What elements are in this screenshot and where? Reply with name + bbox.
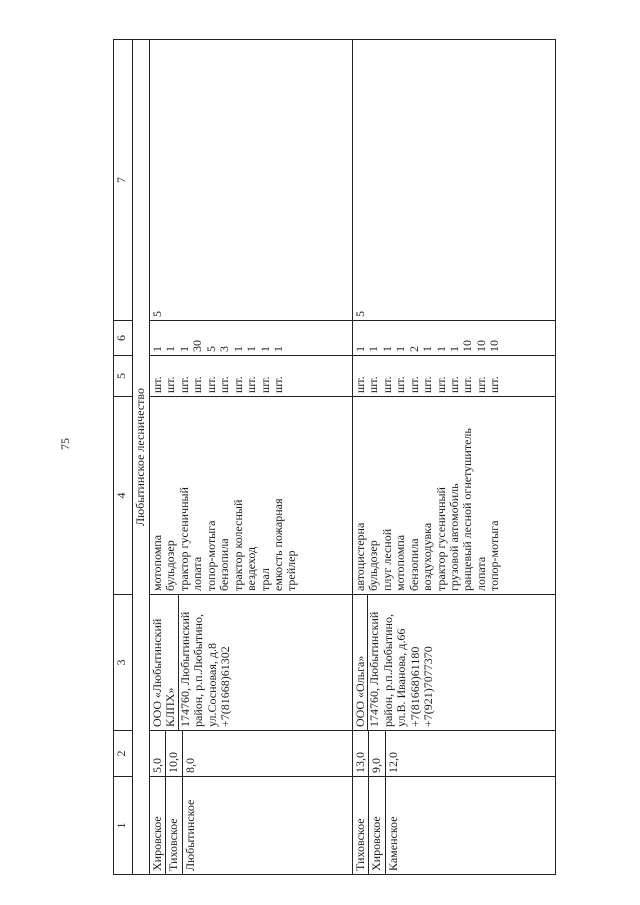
list-item: 10 (473, 340, 488, 352)
organization-phone: +7(921)7077370 (421, 646, 436, 727)
list-item: грузовой автомобиль (446, 483, 461, 591)
list-item: плуг лесной (379, 528, 394, 591)
list-item: трактор колесный (230, 499, 245, 591)
list-item: бульдозер (163, 540, 178, 591)
list-item: шт. (460, 376, 475, 393)
list-item: ранцевый лесной огнетушитель (460, 428, 475, 591)
organization-name: ООО «Любытинский КЛПХ» (150, 618, 178, 727)
forestry-name: Тиховское (166, 777, 182, 875)
list-item: 5 (203, 346, 218, 352)
list-item: шт. (217, 376, 232, 393)
header-col-7: 7 (114, 40, 133, 321)
list-item: шт. (352, 376, 367, 393)
header-col-1: 1 (114, 777, 133, 875)
organization-address: 174760, Любытинский район, р.п.Любытино, ул.В. Иванова, д.66 (367, 595, 408, 730)
list-item: шт. (446, 376, 461, 393)
forestry-name: Хировское (369, 777, 385, 875)
list-item: 30 (190, 340, 205, 352)
list-item: автоцистерна (352, 522, 367, 591)
forestry-name: Каменское (385, 777, 555, 875)
list-item: шт. (406, 376, 421, 393)
equipment-units (150, 356, 353, 397)
organization-cell (150, 595, 353, 731)
organization-name: ООО «Ольга» (352, 655, 367, 727)
forestry-value: 9,0 (369, 731, 385, 777)
forestry-name: Хировское (150, 777, 166, 875)
list-item: шт. (473, 376, 488, 393)
page-number: 75 (58, 438, 72, 450)
list-item: шт. (487, 376, 502, 393)
forestry-value: 12,0 (385, 731, 555, 777)
list-item: трейлер (284, 550, 299, 591)
list-item: 1 (433, 346, 448, 352)
list-item: трал (257, 568, 272, 591)
forestry-value: 5,0 (150, 731, 166, 777)
header-col-6: 6 (114, 321, 133, 356)
list-item: бензопила (217, 538, 232, 591)
equipment-names (150, 397, 353, 595)
list-item: топор-мотыга (203, 520, 218, 591)
table-row (150, 40, 166, 875)
list-item: лопата (190, 556, 205, 591)
list-item: шт. (433, 376, 448, 393)
list-item: 1 (244, 346, 259, 352)
list-item: бензопила (406, 538, 421, 591)
equipment-units (352, 356, 555, 397)
header-col-3: 3 (114, 595, 133, 731)
forestry-name: Любытинское (182, 777, 352, 875)
list-item: мотопомпа (393, 534, 408, 591)
list-item: трактор гусеничный (433, 487, 448, 591)
list-item: 1 (150, 346, 164, 352)
list-item: трактор гусеничный (176, 487, 191, 591)
forestry-value: 10,0 (166, 731, 182, 777)
list-item: 10 (460, 340, 475, 352)
list-item: мотопомпа (150, 534, 164, 591)
rotated-table-sheet (113, 40, 546, 875)
list-item: топор-мотыга (487, 520, 502, 591)
header-col-4: 4 (114, 397, 133, 595)
list-item: 1 (379, 346, 394, 352)
list-item: шт. (379, 376, 394, 393)
list-item: 1 (420, 346, 435, 352)
header-col-5: 5 (114, 356, 133, 397)
list-item: 1 (230, 346, 245, 352)
list-item: 1 (270, 346, 285, 352)
list-item: шт. (420, 376, 435, 393)
forestry-value: 8,0 (182, 731, 352, 777)
list-item: шт. (176, 376, 191, 393)
equipment-quantities (352, 321, 555, 356)
list-item: шт. (257, 376, 272, 393)
list-item: шт. (163, 376, 178, 393)
header-col-2: 2 (114, 731, 133, 777)
list-item: шт. (270, 376, 285, 393)
list-item: 1 (163, 346, 178, 352)
list-item: 1 (393, 346, 408, 352)
forestry-name: Тиховское (352, 777, 368, 875)
equipment-table (113, 39, 556, 875)
list-item: вездеход (244, 546, 259, 591)
organization-phone: +7(81668)61180 (407, 646, 422, 727)
header-row (114, 40, 133, 875)
list-item: шт. (244, 376, 259, 393)
list-item: бульдозер (366, 540, 381, 591)
organization-address: 174760, Любытинский район, р.п.Любытино, ул.Сосновая, д.8 (178, 595, 219, 730)
list-item: 10 (487, 340, 502, 352)
list-item: 1 (366, 346, 381, 352)
list-item: лопата (473, 556, 488, 591)
equipment-names (352, 397, 555, 595)
list-item: 1 (257, 346, 272, 352)
equipment-quantities (150, 321, 353, 356)
list-item: шт. (393, 376, 408, 393)
forestry-value: 13,0 (352, 731, 368, 777)
list-item: 2 (406, 346, 421, 352)
list-item: шт. (190, 376, 205, 393)
region-title: Любытинское лесничество (133, 40, 150, 875)
list-item: 1 (176, 346, 191, 352)
region-row (133, 40, 150, 875)
list-item: емкость пожарная (270, 498, 285, 591)
organization-phone: +7(81668)61302 (218, 646, 233, 727)
list-item: шт. (366, 376, 381, 393)
list-item: шт. (203, 376, 218, 393)
list-item: 1 (446, 346, 461, 352)
table-row (352, 40, 368, 875)
list-item: шт. (230, 376, 245, 393)
list-item: шт. (150, 376, 164, 393)
list-item: 3 (217, 346, 232, 352)
column-7-value: 5 (150, 40, 353, 321)
list-item: воздуходувка (420, 522, 435, 591)
column-7-value: 5 (352, 40, 555, 321)
organization-cell (352, 595, 555, 731)
list-item: 1 (352, 346, 367, 352)
